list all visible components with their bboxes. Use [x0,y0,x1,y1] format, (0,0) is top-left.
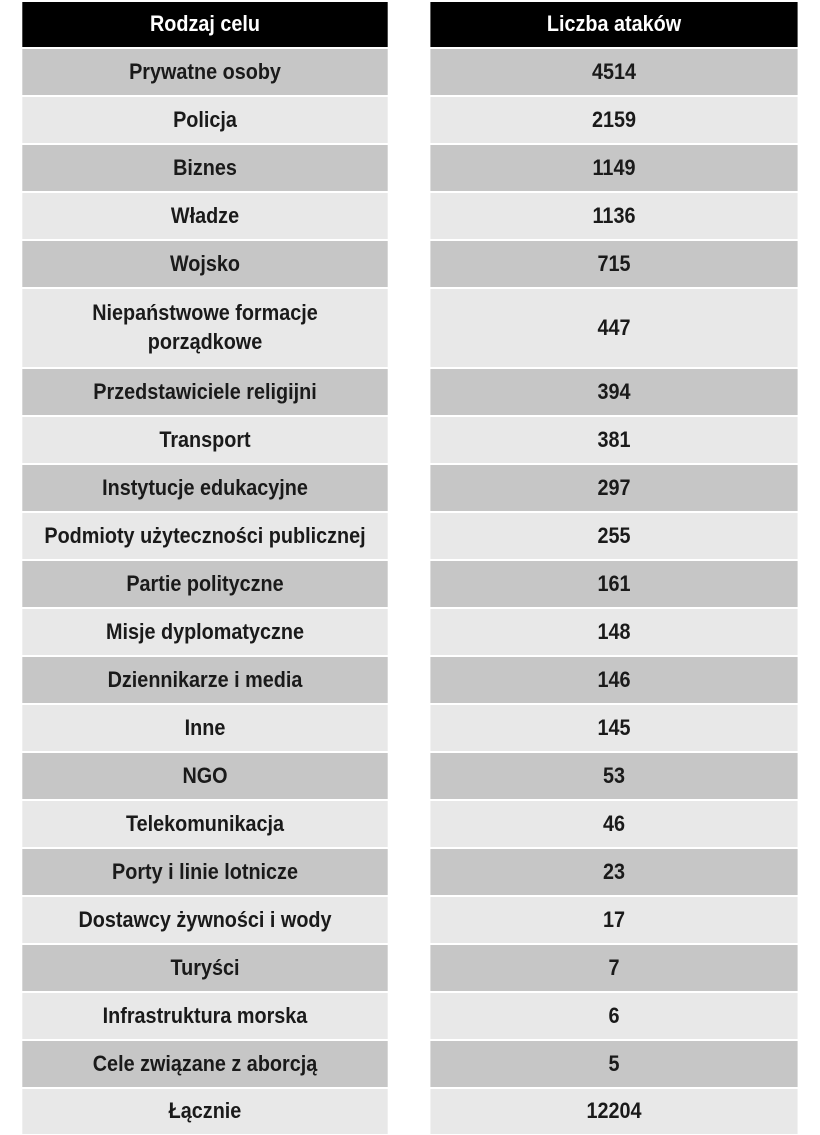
row-target: Inne [22,705,387,751]
total-value: 12204 [430,1089,797,1134]
row-count: 53 [430,753,797,799]
row-count: 148 [430,609,797,655]
row-target: Porty i linie lotnicze [22,849,387,895]
row-target: Podmioty użyteczności publicznej [22,513,387,559]
row-count: 447 [430,289,797,367]
row-count: 46 [430,801,797,847]
row-target: Niepaństwowe formacje porządkowe [22,289,387,367]
row-target: Misje dyplomatyczne [22,609,387,655]
row-count: 4514 [430,49,797,95]
row-target: Instytucje edukacyjne [22,465,387,511]
row-target: Policja [22,97,387,143]
attack-targets-table [2,2,818,1133]
header-attack-count: Liczba ataków [430,2,797,47]
row-count: 1149 [430,145,797,191]
row-count: 1136 [430,193,797,239]
row-target: Partie polityczne [22,561,387,607]
row-count: 5 [430,1041,797,1087]
row-target: Dziennikarze i media [22,657,387,703]
row-count: 297 [430,465,797,511]
row-count: 2159 [430,97,797,143]
row-target: Władze [22,193,387,239]
row-target: Turyści [22,945,387,991]
row-count: 7 [430,945,797,991]
row-count: 161 [430,561,797,607]
row-target: Biznes [22,145,387,191]
header-target-type: Rodzaj celu [22,2,387,47]
row-count: 17 [430,897,797,943]
row-count: 715 [430,241,797,287]
row-target: Telekomunikacja [22,801,387,847]
row-count: 381 [430,417,797,463]
row-target: Przedstawiciele religijni [22,369,387,415]
row-target: Infrastruktura morska [22,993,387,1039]
row-count: 23 [430,849,797,895]
row-count: 146 [430,657,797,703]
row-count: 255 [430,513,797,559]
row-count: 394 [430,369,797,415]
row-target: Wojsko [22,241,387,287]
row-target: Cele związane z aborcją [22,1041,387,1087]
row-count: 6 [430,993,797,1039]
row-target: Dostawcy żywności i wody [22,897,387,943]
total-label: Łącznie [22,1089,387,1134]
row-count: 145 [430,705,797,751]
row-target: NGO [22,753,387,799]
row-target: Transport [22,417,387,463]
row-target: Prywatne osoby [22,49,387,95]
